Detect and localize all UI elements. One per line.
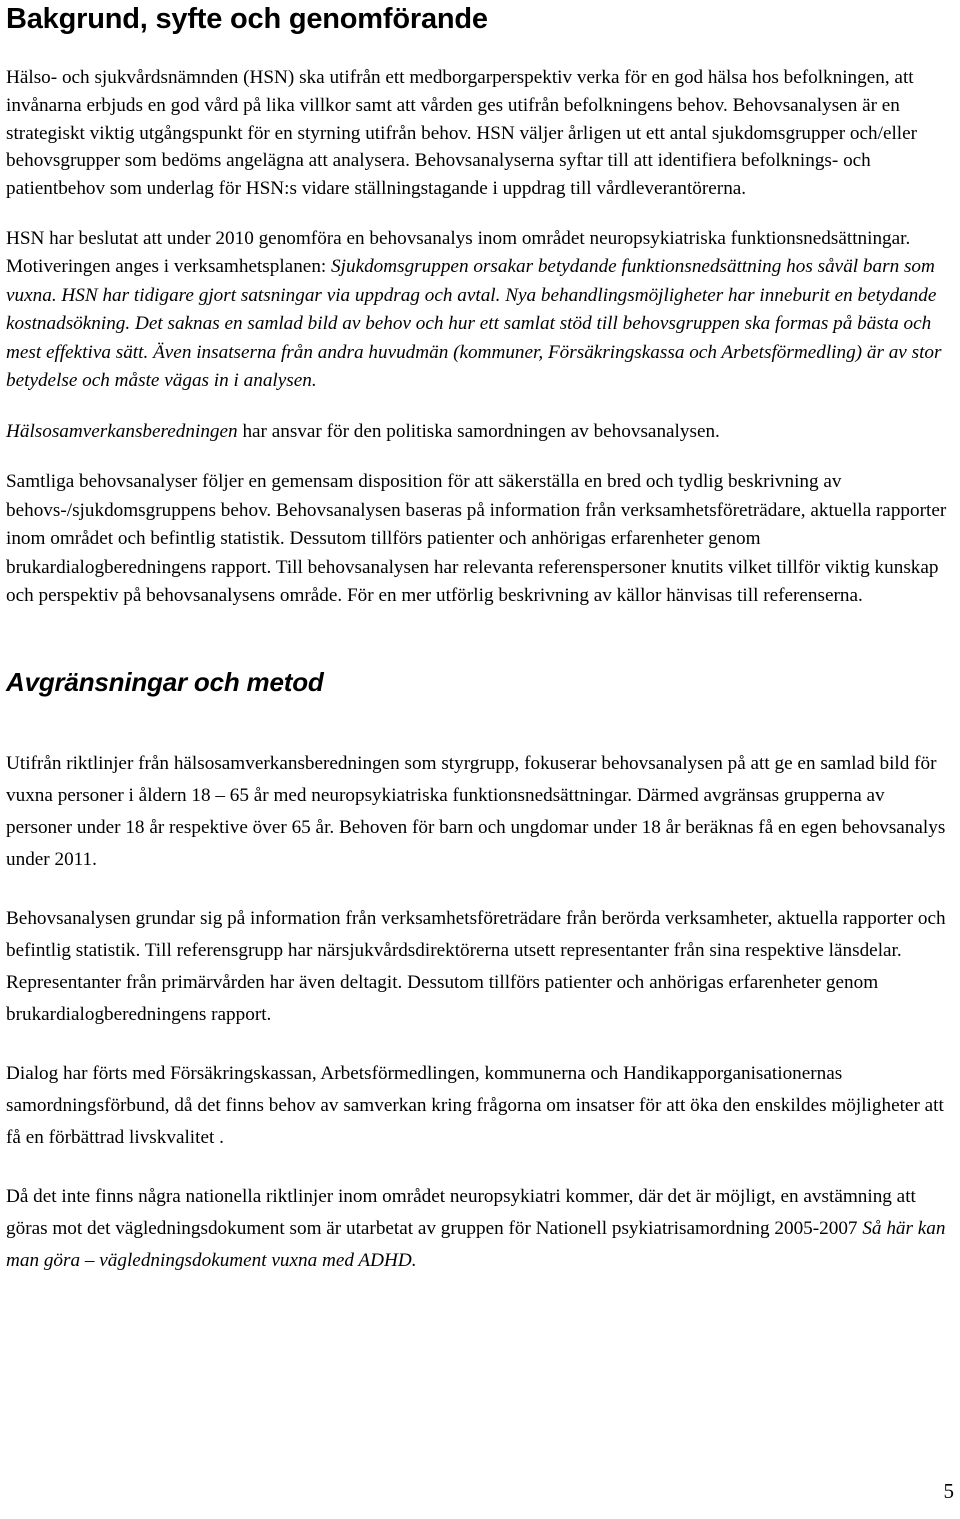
section-title-avgransningar: Avgränsningar och metod [6, 666, 324, 697]
paragraph-behovsanalysen-grundar: Behovsanalysen grundar sig på information från verksamhetsföreträdare från berörda verksamheter, aktuella rapporter och befintlig statistik. Till referensgrupp har närsjukvårdsdirektörerna utsett representanter från sina respektive länsdelar. Representanter från primärvården har även deltagit. Dessutom tillförs patienter och anhörigas erfarenheter genom brukardialogberedningens rapport. [6, 907, 946, 1025]
paragraph-halso-text: har ansvar för den politiska samordningen av behovsanalysen. [237, 420, 720, 442]
page-number: 5 [943, 1479, 954, 1503]
document-page [6, 0, 950, 1277]
paragraph-riktlinjer-text: Då det inte finns några nationella riktlinjer inom området neuropsykiatri kommer, där det är möjligt, en avstämning att göras mot det vägledningsdokument som är utarbetat av gruppen för Nationell psykiatrisamordning 2005-2007 [6, 1185, 916, 1239]
verksamhetsplan-quote: Sjukdomsgruppen orsakar betydande funktionsnedsättning hos såväl barn som vuxna. HSN har tidigare gjort satsningar via uppdrag och avtal. Nya behandlingsmöjligheter har inneburit en betydande kostnadsökning. Det saknas en samlad bild av behov och hur ett samlat stöd till behovsgruppen ska formas på bästa och mest effektiva sätt. Även insatserna från andra huvudmän (kommuner, Försäkringskassa och Arbetsförmedling) är av stor betydelse och måste vägas in i analysen. [6, 256, 942, 392]
section-title-bakgrund: Bakgrund, syfte och genomförande [6, 3, 488, 35]
paragraph-samtliga: Samtliga behovsanalyser följer en gemensam disposition för att säkerställa en bred och tydlig beskrivning av behovs-/sjukdomsgruppens behov. Behovsanalysen baseras på information från verksamhetsföreträdare, aktuella rapporter inom området och befintlig statistik. Dessutom tillförs patienter och anhörigas erfarenheter genom brukardialogberedningens rapport. Till behovsanalysen har relevanta referenspersoner knutits vilket tillför viktig kunskap och perspektiv på behovsanalysens område. För en mer utförlig beskrivning av källor hänvisas till referenserna. [6, 471, 947, 607]
paragraph-intro: Hälso- och sjukvårdsnämnden (HSN) ska utifrån ett medborgarperspektiv verka för en god hälsa hos befolkningen, att invånarna erbjuds en god vård på lika villkor samt att vården ges utifrån befolkningens behov. Behovsanalysen är en strategiskt viktig utgångspunkt för en styrning utifrån behov. HSN väljer årligen ut ett antal sjukdomsgrupper och/eller behovsgrupper som bedöms angelägna att analysera. Behovsanalyserna syftar till att identifiera befolknings- och patientbehov som underlag för HSN:s vidare ställningstagande i uppdrag till vårdleverantörerna. [6, 67, 918, 200]
paragraph-riktlinjer [6, 1181, 950, 1277]
vagledningsdokument-title: Så här kan man göra – vägledningsdokument vuxna med ADHD. [6, 1217, 946, 1271]
paragraph-dialog: Dialog har förts med Försäkringskassan, Arbetsförmedlingen, kommunerna och Handikapporganisationernas samordningsförbund, då det finns behov av samverkan kring frågorna om insatser för att öka den enskildes möjligheter att få en förbättrad livskvalitet . [6, 1062, 944, 1148]
paragraph-hsn-text: HSN har beslutat att under 2010 genomföra en behovsanalys inom området neuropsykiatriska funktionsnedsättningar. Motiveringen anges i verksamhetsplanen: [6, 227, 911, 278]
paragraph-halsosamverkan [6, 418, 950, 447]
halsosamverkansberedningen-term: Hälsosamverkansberedningen [6, 420, 238, 442]
paragraph-hsn-decision [6, 225, 950, 396]
paragraph-utifran: Utifrån riktlinjer från hälsosamverkansberedningen som styrgrupp, fokuserar behovsanalysen på att ge en samlad bild för vuxna personer i åldern 18 – 65 år med neuropsykiatriska funktionsnedsättningar. Därmed avgränsas grupperna av personer under 18 år respektive över 65 år. Behoven för barn och ungdomar under 18 år beräknas få en egen behovsanalys under 2011. [6, 752, 946, 870]
